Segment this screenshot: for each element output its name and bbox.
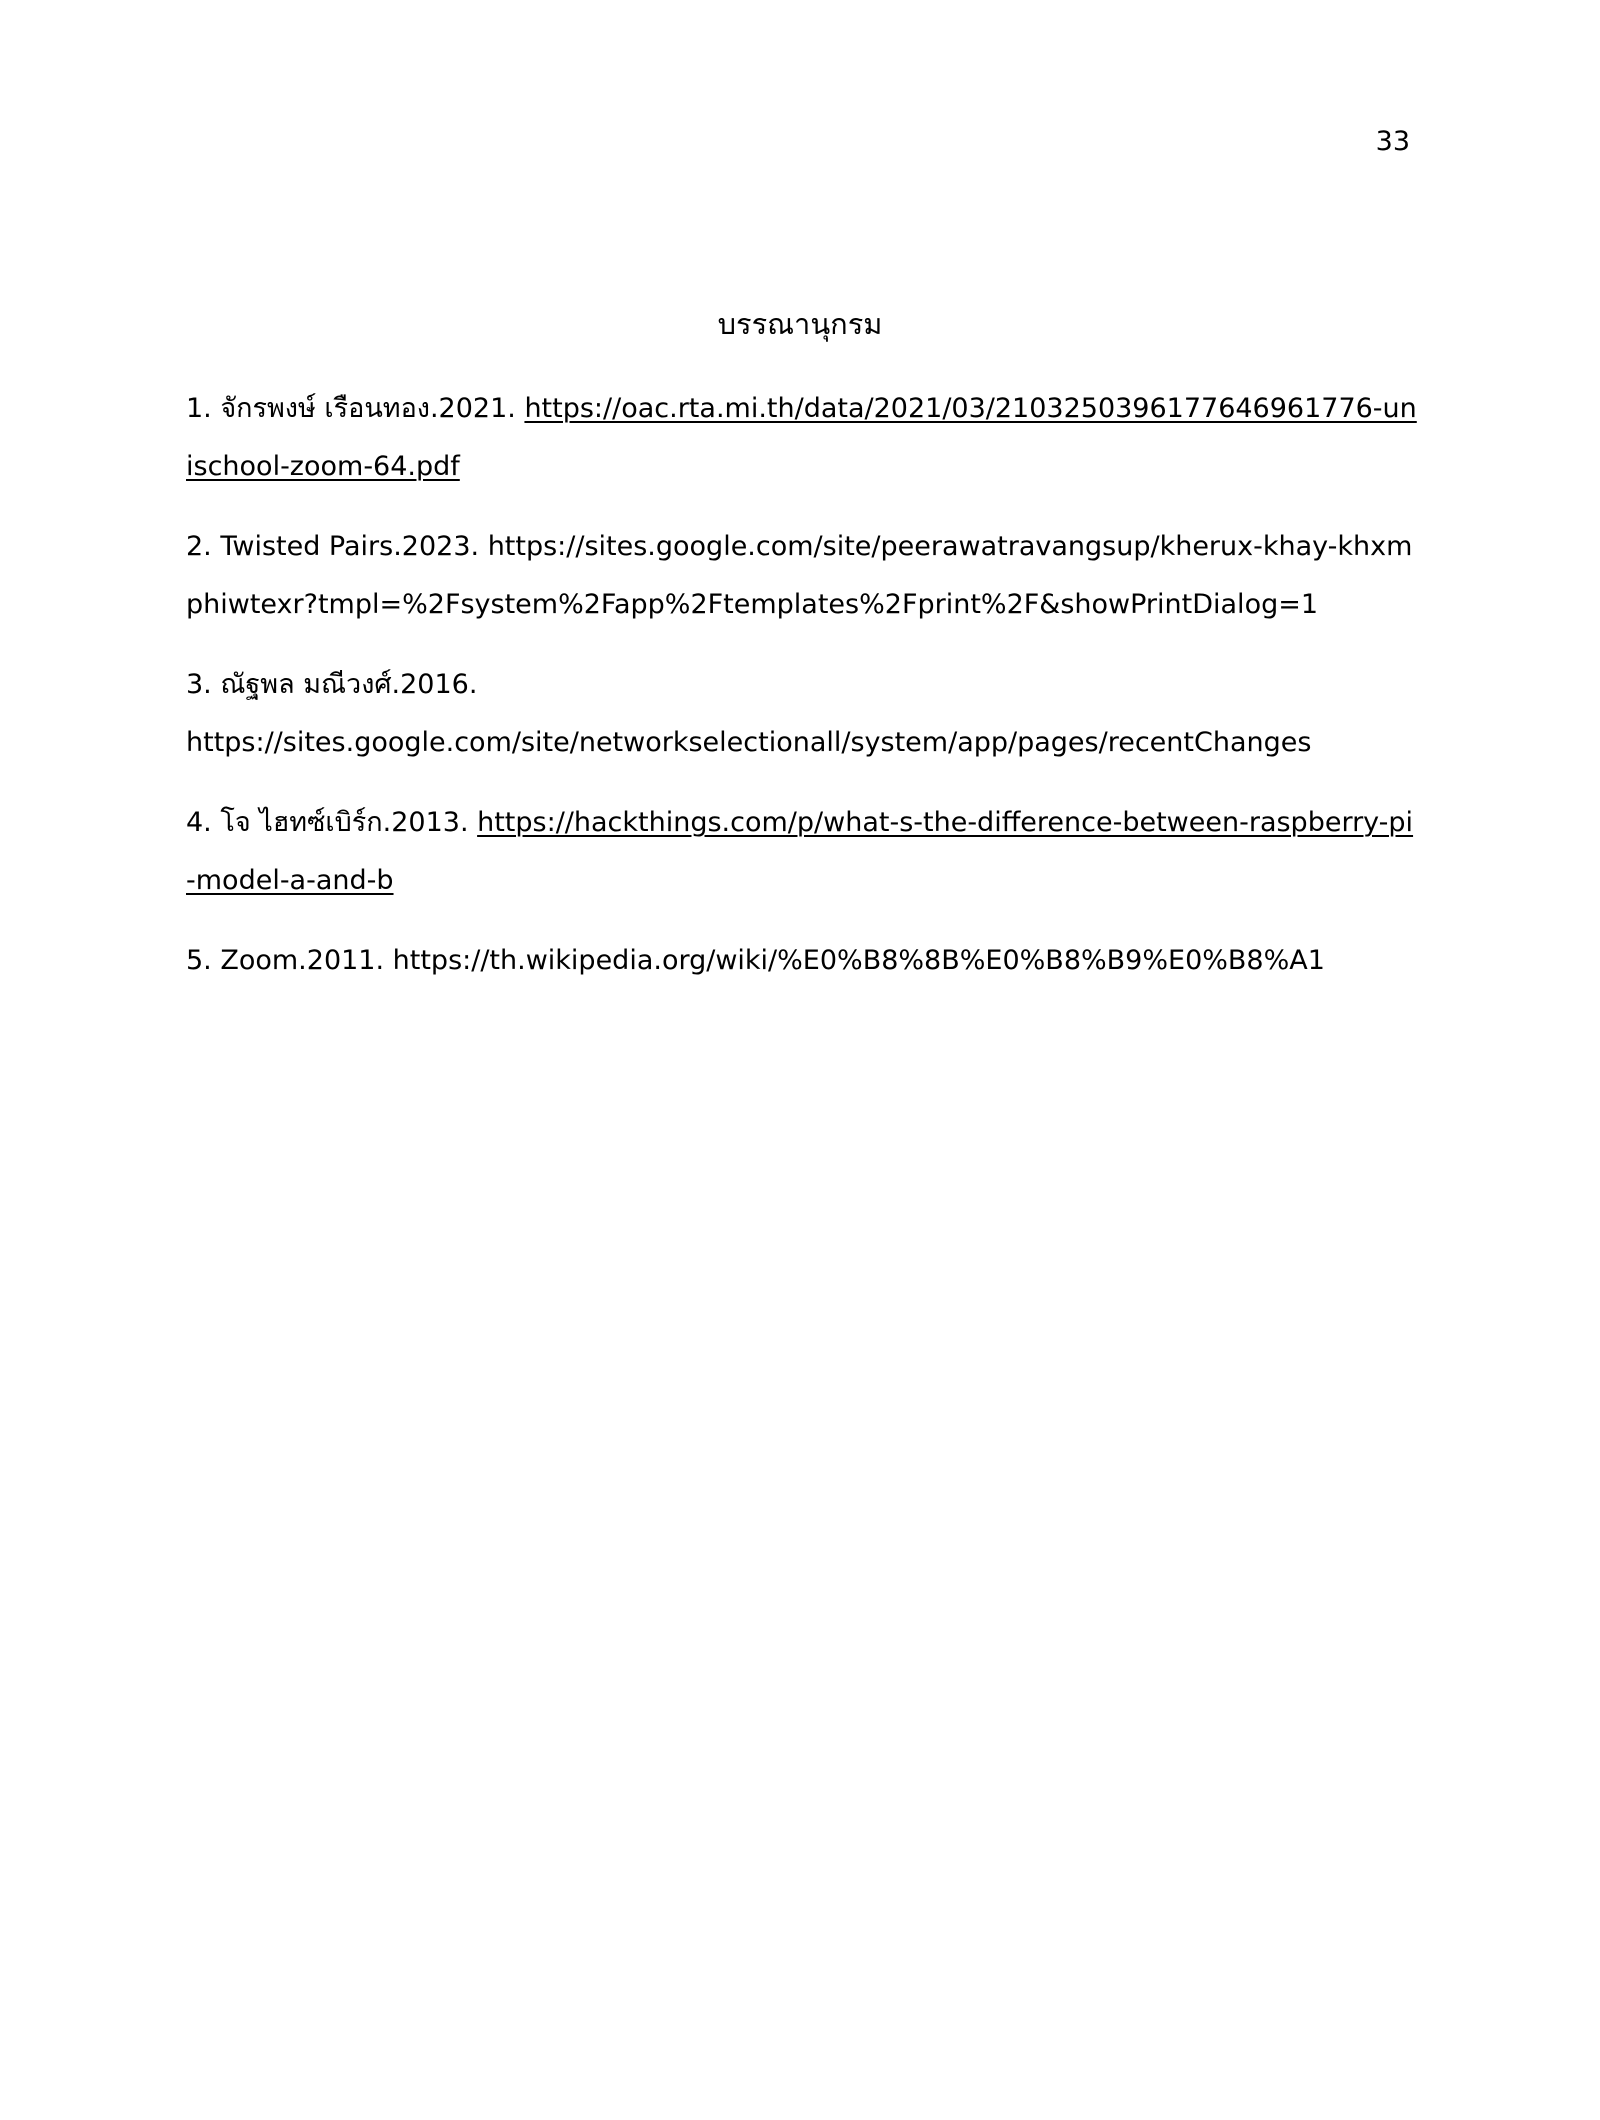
reference-label: 1. จักรพงษ์ เรือนทอง.2021.: [186, 393, 525, 424]
reference-url-text: https://th.wikipedia.org/wiki/%E0%B8%8B%E0%B8%B9%E0%B8%A1: [392, 945, 1325, 976]
page-title: บรรณานุกรม: [717, 307, 883, 341]
reference-label: 4. โจ ไฮทซ์เบิร์ก.2013.: [186, 807, 478, 838]
reference-item-5: [186, 932, 1418, 990]
reference-label: 2. Twisted Pairs.2023.: [186, 531, 488, 562]
reference-label: 5. Zoom.2011.: [186, 945, 393, 976]
reference-item-3: [186, 656, 1418, 772]
reference-link[interactable]: https://oac.rta.mi.th/data/2021/03/210325039617764696177​6-unischool-zoom-64.pdf: [186, 393, 1417, 482]
reference-item-2: [186, 518, 1418, 634]
reference-url-text: https://sites.google.com/site/peerawatravangsup/kherux-khay-khxmphiwtexr?tmpl=%2Fsystem%2Fapp%2Ftemplates%2Fprint%2F&showPrintDialog=1: [186, 531, 1413, 620]
reference-list: [186, 380, 1418, 1012]
reference-item-4: [186, 794, 1418, 910]
reference-url-text: https://sites.google.com/site/networkselectionall/system/app/pages/recentChanges: [186, 727, 1312, 758]
reference-label: 3. ณัฐพล มณีวงศ์.2016.: [186, 669, 478, 700]
reference-item-1: [186, 380, 1418, 496]
reference-link[interactable]: https://hackthings.com/p/what-s-the-difference-between-raspberry-pi-model-a-and-b: [186, 807, 1414, 896]
page-number: 33: [1375, 126, 1410, 157]
